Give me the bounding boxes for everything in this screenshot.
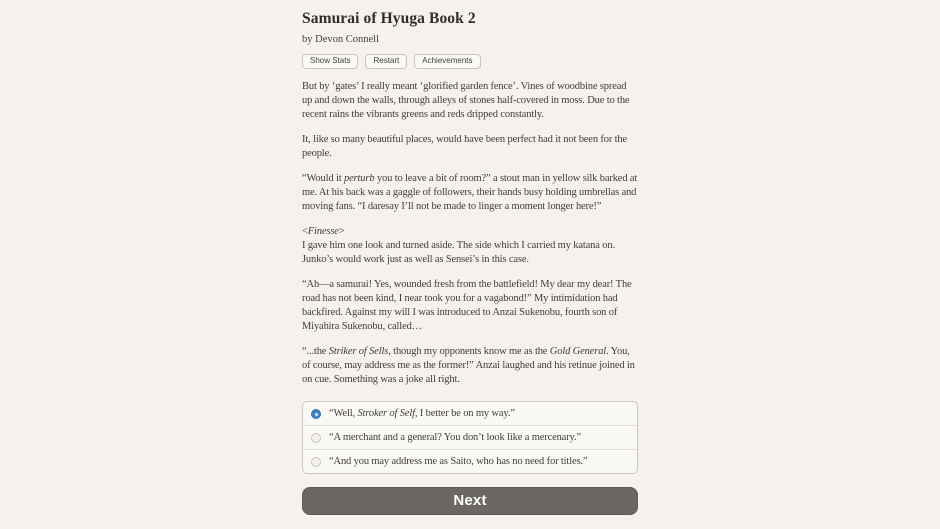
restart-button[interactable]: Restart <box>365 54 407 69</box>
choice-label: “Well, Stroker of Self, I better be on my way.” <box>329 408 515 419</box>
next-button[interactable]: Next <box>302 487 638 515</box>
choice-list <box>302 401 638 474</box>
choice-option[interactable] <box>303 426 637 450</box>
story-text <box>302 80 638 387</box>
page-title: Samurai of Hyuga Book 2 <box>302 10 476 27</box>
choice-label: “And you may address me as Saito, who has no need for titles.” <box>329 456 588 467</box>
radio-unselected-icon[interactable] <box>311 433 321 443</box>
story-paragraph: “Would it perturb you to leave a bit of room?” a stout man in yellow silk barked at me. At his back was a gaggle of followers, their hands busy holding umbrellas and moving fans. “I daresay I’ll not be made to linger a moment longer here!” <box>302 173 638 212</box>
choice-label: “A merchant and a general? You don’t look like a mercenary.” <box>329 432 581 443</box>
story-paragraph: It, like so many beautiful places, would have been perfect had it not been for the people. <box>302 134 628 159</box>
achievements-button[interactable]: Achievements <box>414 54 480 69</box>
radio-selected-icon[interactable] <box>311 409 321 419</box>
choice-option[interactable] <box>303 402 637 426</box>
radio-unselected-icon[interactable] <box>311 457 321 467</box>
story-page <box>302 0 638 515</box>
show-stats-button[interactable]: Show Stats <box>302 54 358 69</box>
story-paragraph: “Ah—a samurai! Yes, wounded fresh from the battlefield! My dear my dear! The road has not been kind, I near took you for a vagabond!” My intimidation had backfired. Against my will I was introduced to Anzai Sukenobu, fourth son of Miyahira Sukenobu, called… <box>302 279 632 332</box>
author-line: by Devon Connell <box>302 34 379 45</box>
story-paragraph: <Finesse> I gave him one look and turned aside. The side which I carried my katana on. Junko’s would work just as well as Sensei’s in this case. <box>302 226 615 265</box>
toolbar <box>302 54 638 69</box>
story-paragraph: “...the Striker of Sells, though my opponents know me as the Gold General. You, of course, may address me as the former!” Anzai laughed and his retinue joined in on cue. Something was a joke all right. <box>302 346 635 385</box>
story-paragraph: But by ‘gates’ I really meant ‘glorified garden fence’. Vines of woodbine spread up and down the walls, through alleys of stones half-covered in moss. Due to the recent rains the vibrants greens and reds dripped constantly. <box>302 81 630 120</box>
choice-option[interactable] <box>303 450 637 473</box>
